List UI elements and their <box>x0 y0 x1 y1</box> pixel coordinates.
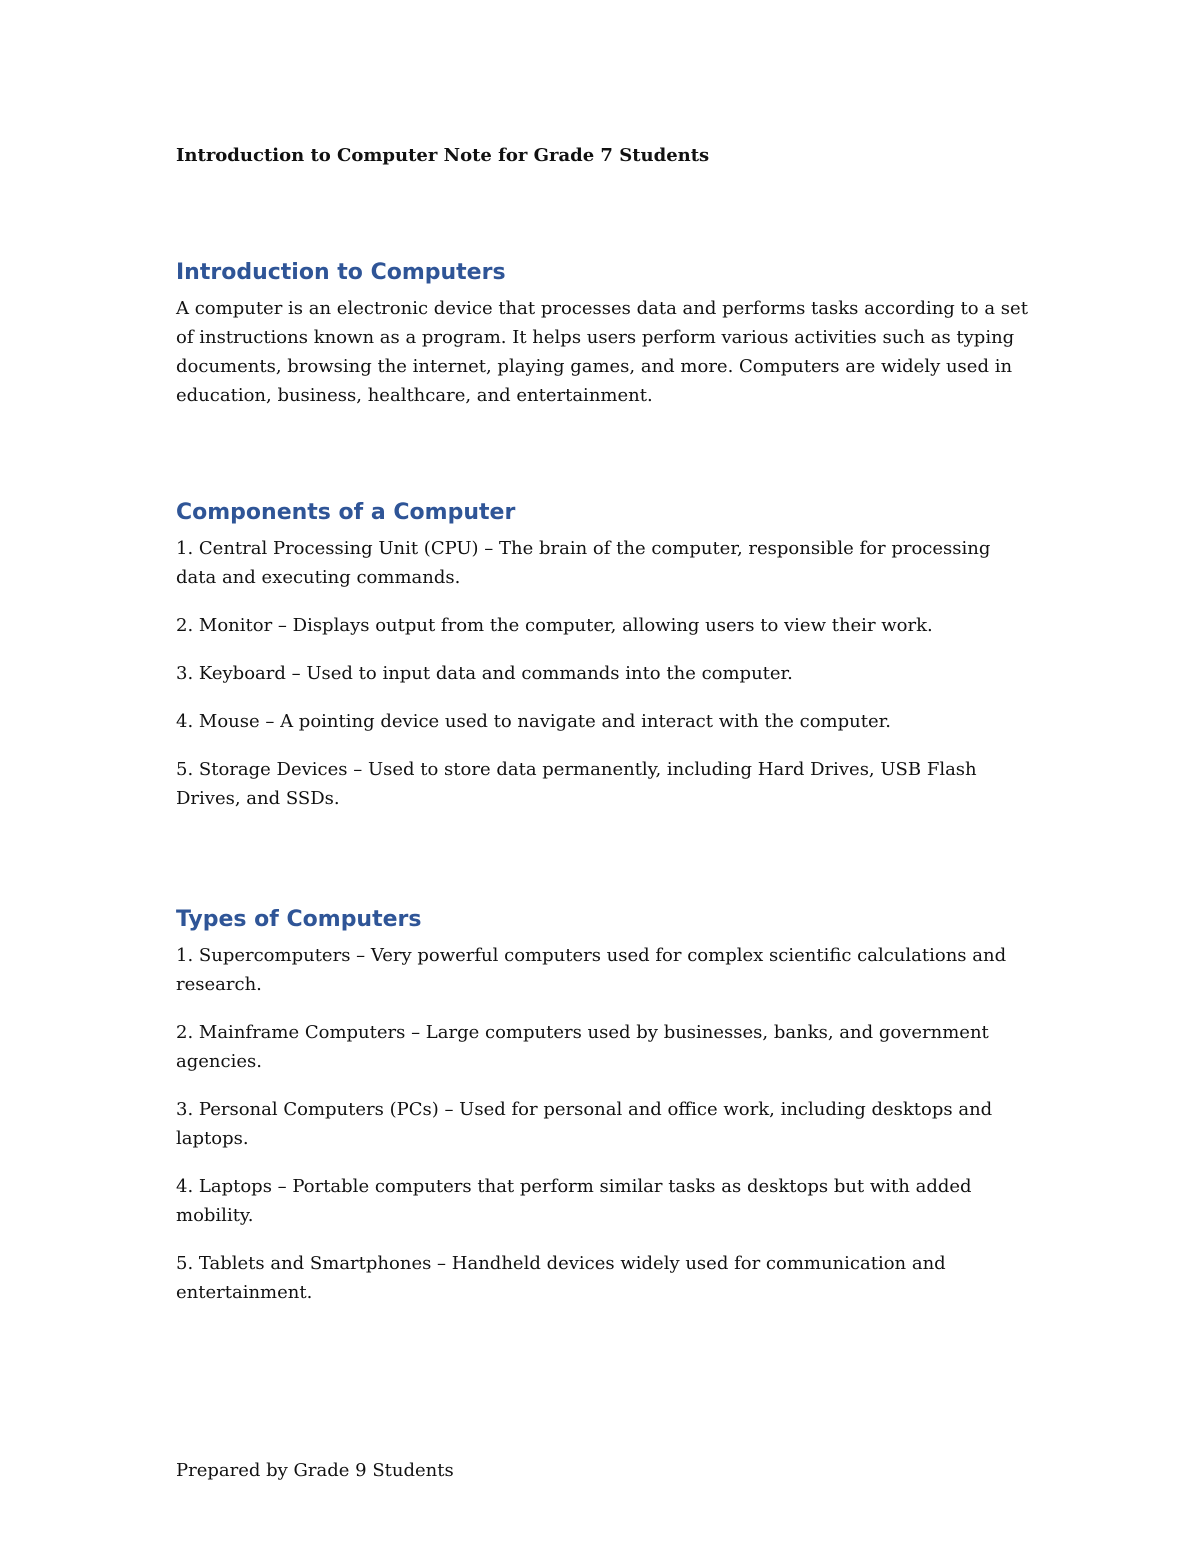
section-paragraph: A computer is an electronic device that processes data and performs tasks according to a set of instructions known as a program. It helps users perform various activities such as typing documents, browsing the internet, playing games, and more. Computers are widely used in education, business, healthcare, and entertainment. <box>176 298 1028 406</box>
section-heading: Types of Computers <box>176 907 422 932</box>
list-item: 4. Mouse – A pointing device used to navigate and interact with the computer. <box>176 711 891 732</box>
section-heading: Introduction to Computers <box>176 260 506 285</box>
list-item: 5. Storage Devices – Used to store data permanently, including Hard Drives, USB Flash Drives, and SSDs. <box>176 759 977 809</box>
section-components <box>176 498 1036 813</box>
document-footer: Prepared by Grade 9 Students <box>176 1460 454 1481</box>
list-item: 1. Supercomputers – Very powerful computers used for complex scientific calculations and research. <box>176 945 1007 995</box>
section-types <box>176 905 1036 1307</box>
list-item: 2. Monitor – Displays output from the computer, allowing users to view their work. <box>176 615 933 636</box>
document-title: Introduction to Computer Note for Grade 7 Students <box>176 145 710 166</box>
list-item: 1. Central Processing Unit (CPU) – The brain of the computer, responsible for processing data and executing commands. <box>176 538 991 588</box>
section-heading: Components of a Computer <box>176 500 516 525</box>
list-item: 5. Tablets and Smartphones – Handheld devices widely used for communication and entertainment. <box>176 1253 946 1303</box>
list-item: 2. Mainframe Computers – Large computers used by businesses, banks, and government agencies. <box>176 1022 989 1072</box>
section-introduction <box>176 258 1036 410</box>
list-item: 3. Keyboard – Used to input data and commands into the computer. <box>176 663 793 684</box>
list-item: 3. Personal Computers (PCs) – Used for personal and office work, including desktops and laptops. <box>176 1099 993 1149</box>
list-item: 4. Laptops – Portable computers that perform similar tasks as desktops but with added mobility. <box>176 1176 972 1226</box>
